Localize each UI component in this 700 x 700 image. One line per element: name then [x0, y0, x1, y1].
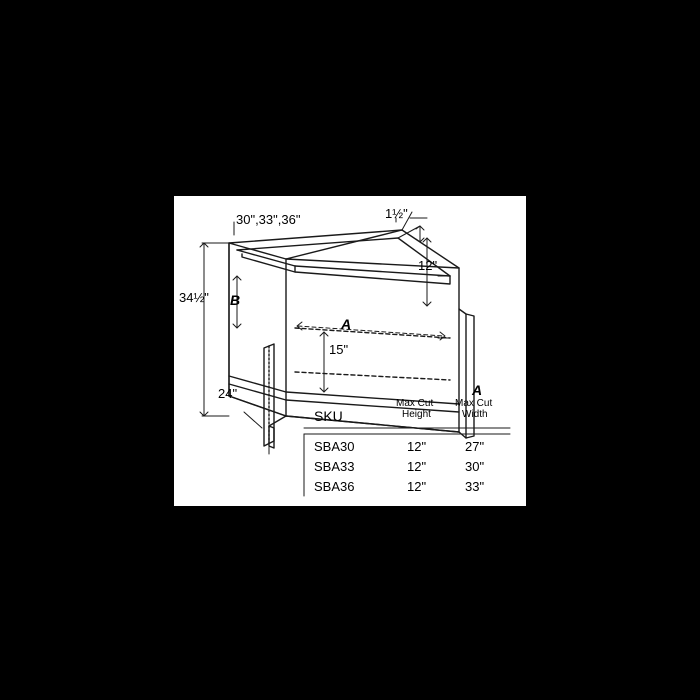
table-header-max-cut-height-line2: Height [402, 409, 431, 420]
table-header-sku: SKU [314, 408, 343, 424]
table-row-max-cut-height: 12" [407, 439, 427, 454]
table-header-column-a: A [472, 382, 483, 398]
table-header-max-cut-width-line1: Max Cut [455, 398, 493, 409]
table-row-max-cut-width: 33" [465, 479, 485, 494]
dimension-letter-b: B [230, 292, 241, 308]
dimension-label-interior-15: 15" [329, 342, 349, 357]
table-row-max-cut-height: 12" [407, 459, 427, 474]
dimension-label-twelve-depth: 12" [418, 258, 438, 273]
dimension-letter-a: A [341, 316, 352, 332]
table-row-max-cut-width: 27" [465, 439, 485, 454]
table-row-sku: SBA30 [314, 439, 355, 454]
dimension-label-one-and-half: 1½" [385, 206, 408, 221]
cabinet-diagram-panel [174, 196, 526, 506]
table-row-max-cut-width: 30" [465, 459, 485, 474]
dimension-label-depth-24: 24" [218, 386, 238, 401]
dimension-label-overall-height: 34½" [179, 290, 209, 305]
table-row-sku: SBA33 [314, 459, 355, 474]
table-header-max-cut-height-line1: Max Cut [396, 398, 434, 409]
table-row-max-cut-height: 12" [407, 479, 427, 494]
table-header-max-cut-width-line2: Width [462, 409, 488, 420]
table-row-sku: SBA36 [314, 479, 355, 494]
dimension-label-top-width: 30",33",36" [236, 212, 301, 227]
